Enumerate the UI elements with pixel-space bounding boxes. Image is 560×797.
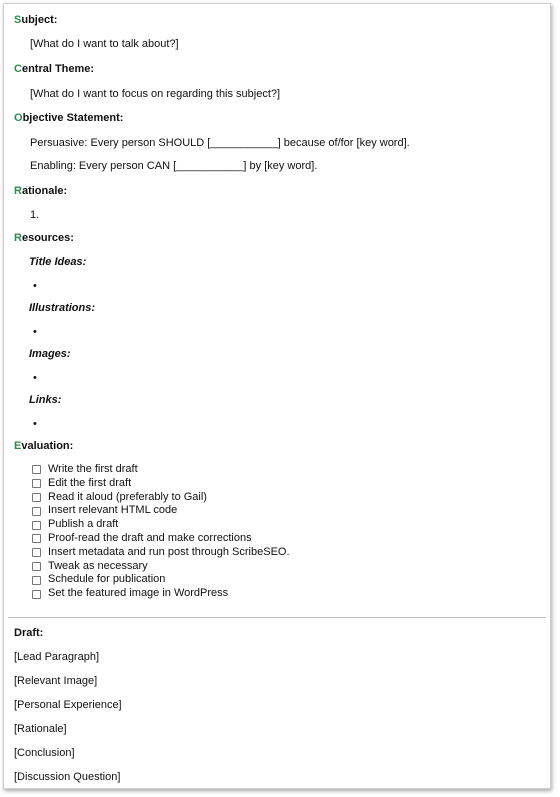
checklist-item-label: Edit the first draft (48, 476, 132, 489)
checklist-item-label: Set the featured image in WordPress (48, 587, 229, 600)
checklist-item-label: Publish a draft (48, 518, 119, 531)
checklist-item (32, 477, 290, 491)
central-theme-heading (14, 63, 94, 75)
enabling-statement: Enabling: Every person CAN [___________] by [key word]. (30, 160, 318, 172)
evaluation-heading-rest: valuation: (21, 440, 74, 452)
images-bullet: • (33, 372, 37, 384)
document-page (3, 3, 551, 789)
resources-heading-rest: esources: (21, 232, 74, 244)
resources-heading (14, 232, 74, 244)
draft-section-rationale: [Rationale] (14, 723, 67, 735)
checklist-item (32, 504, 290, 518)
checklist-item-label: Insert relevant HTML code (48, 504, 178, 517)
rationale-initial: R (14, 185, 22, 197)
checkbox[interactable] (32, 521, 41, 530)
rationale-heading-rest: ationale: (21, 185, 68, 197)
checklist-item-label: Proof-read the draft and make corrections (48, 531, 252, 544)
checklist-item-label: Tweak as necessary (48, 559, 148, 572)
checkbox[interactable] (32, 479, 41, 488)
evaluation-heading (14, 440, 73, 452)
checklist-item (32, 587, 290, 601)
checkbox[interactable] (32, 590, 41, 599)
draft-section-discussion-question: [Discussion Question] (14, 771, 121, 783)
draft-section-personal-experience: [Personal Experience] (14, 699, 122, 711)
checklist-item (32, 463, 290, 477)
central-theme-initial: C (14, 63, 22, 75)
rationale-item: 1. (30, 209, 40, 221)
checkbox[interactable] (32, 562, 41, 571)
checklist-item (32, 518, 290, 532)
persuasive-statement: Persuasive: Every person SHOULD [___________] because of/for [key word]. (30, 137, 410, 149)
subject-heading-rest: ubject: (21, 14, 58, 26)
checklist-item (32, 573, 290, 587)
checklist-item-label: Write the first draft (48, 463, 138, 475)
evaluation-initial: E (14, 440, 22, 452)
section-divider (8, 617, 546, 618)
draft-section-lead-paragraph: [Lead Paragraph] (14, 651, 100, 663)
links-label: Links: (29, 394, 62, 406)
illustrations-bullet: • (33, 326, 37, 338)
evaluation-checklist (32, 463, 290, 601)
illustrations-label: Illustrations: (29, 302, 96, 314)
checklist-item (32, 532, 290, 546)
checklist-item (32, 491, 290, 505)
central-theme-heading-rest: entral Theme: (21, 63, 95, 75)
draft-section-relevant-image: [Relevant Image] (14, 675, 98, 687)
resources-initial: R (14, 232, 22, 244)
checkbox[interactable] (32, 534, 41, 543)
checkbox[interactable] (32, 465, 41, 474)
subject-initial: S (14, 14, 22, 26)
checkbox[interactable] (32, 576, 41, 585)
title-ideas-bullet: • (33, 280, 37, 292)
checklist-item-label: Insert metadata and run post through ScribeSEO. (48, 545, 290, 558)
subject-heading (14, 14, 57, 26)
checklist-item (32, 560, 290, 574)
images-label: Images: (29, 348, 71, 360)
checklist-item-label: Schedule for publication (48, 573, 166, 586)
checklist-item-label: Read it aloud (preferably to Gail) (48, 490, 207, 503)
rationale-heading (14, 185, 67, 197)
title-ideas-label: Title Ideas: (29, 256, 87, 268)
subject-value: [What do I want to talk about?] (30, 38, 179, 50)
checkbox[interactable] (32, 493, 41, 502)
objective-heading-rest: bjective Statement: (22, 112, 124, 124)
checklist-item (32, 546, 290, 560)
draft-section-conclusion: [Conclusion] (14, 747, 75, 759)
central-theme-value: [What do I want to focus on regarding this subject?] (30, 88, 281, 100)
links-bullet: • (33, 418, 37, 430)
objective-heading (14, 112, 123, 124)
checkbox[interactable] (32, 507, 41, 516)
draft-heading: Draft: (14, 627, 44, 639)
objective-initial: O (14, 112, 23, 124)
checkbox[interactable] (32, 548, 41, 557)
